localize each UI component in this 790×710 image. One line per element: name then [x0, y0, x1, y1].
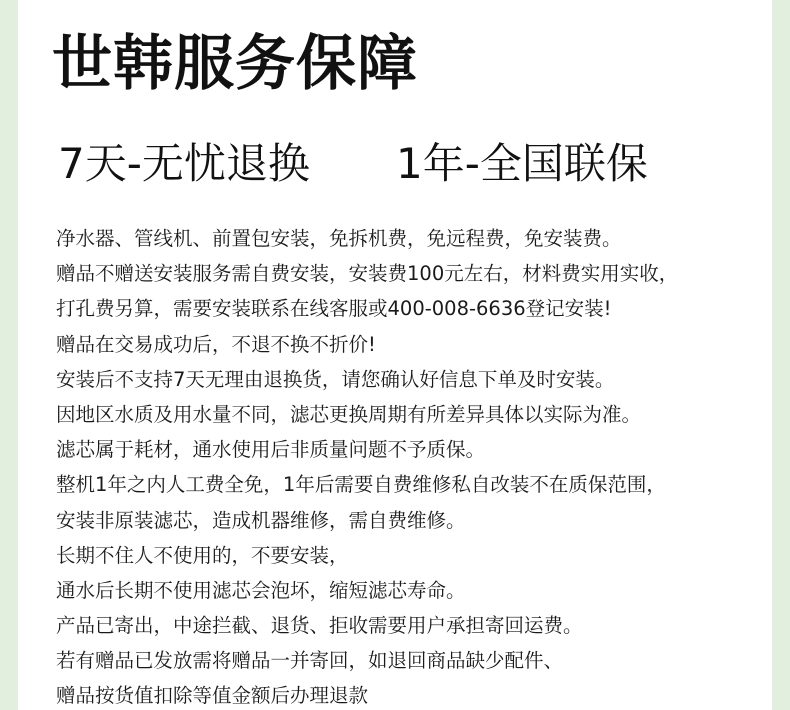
policy-line: 赠品按货值扣除等值金额后办理退款: [56, 684, 369, 708]
policy-line: 整机1年之内人工费全免，1年后需要自费维修私自改装不在质保范围，: [56, 473, 666, 497]
policy-list: [56, 221, 678, 710]
policy-line: 净水器、管线机、前置包安装，免拆机费，免远程费，免安装费。: [56, 227, 622, 250]
page-title: 世韩服务保障: [52, 29, 418, 99]
policy-line: 安装非原装滤芯，造成机器维修，需自费维修。: [56, 508, 466, 532]
policy-line: 长期不住人不使用的，不要安装，: [56, 543, 349, 567]
policy-line: 因地区水质及用水量不同，滤芯更换周期有所差异具体以实际为准。: [56, 402, 642, 426]
warranty-promise: 1年-全国联保: [396, 139, 648, 188]
policy-line: 赠品不赠送安装服务需自费安装，安装费100元左右，材料费实用实收，: [56, 262, 679, 286]
return-promise: 7天-无忧退换: [58, 139, 310, 188]
policy-line: 赠品在交易成功后，不退不换不折价!: [56, 332, 376, 356]
policy-line: 产品已寄出，中途拦截、退货、拒收需要用户承担寄回运费。: [56, 614, 583, 638]
policy-line: 滤芯属于耗材，通水使用后非质量问题不予质保。: [56, 438, 486, 462]
policy-line: 安装后不支持7天无理由退换货，请您确认好信息下单及时安装。: [56, 367, 615, 391]
policy-line: 打孔费另算，需要安装联系在线客服或400-008-6636登记安装!: [56, 297, 612, 321]
policy-line: 通水后长期不使用滤芯会泡坏，缩短滤芯寿命。: [56, 578, 466, 602]
service-guarantee-card: [18, 0, 772, 710]
policy-line: 若有赠品已发放需将赠品一并寄回，如退回商品缺少配件、: [56, 649, 564, 673]
